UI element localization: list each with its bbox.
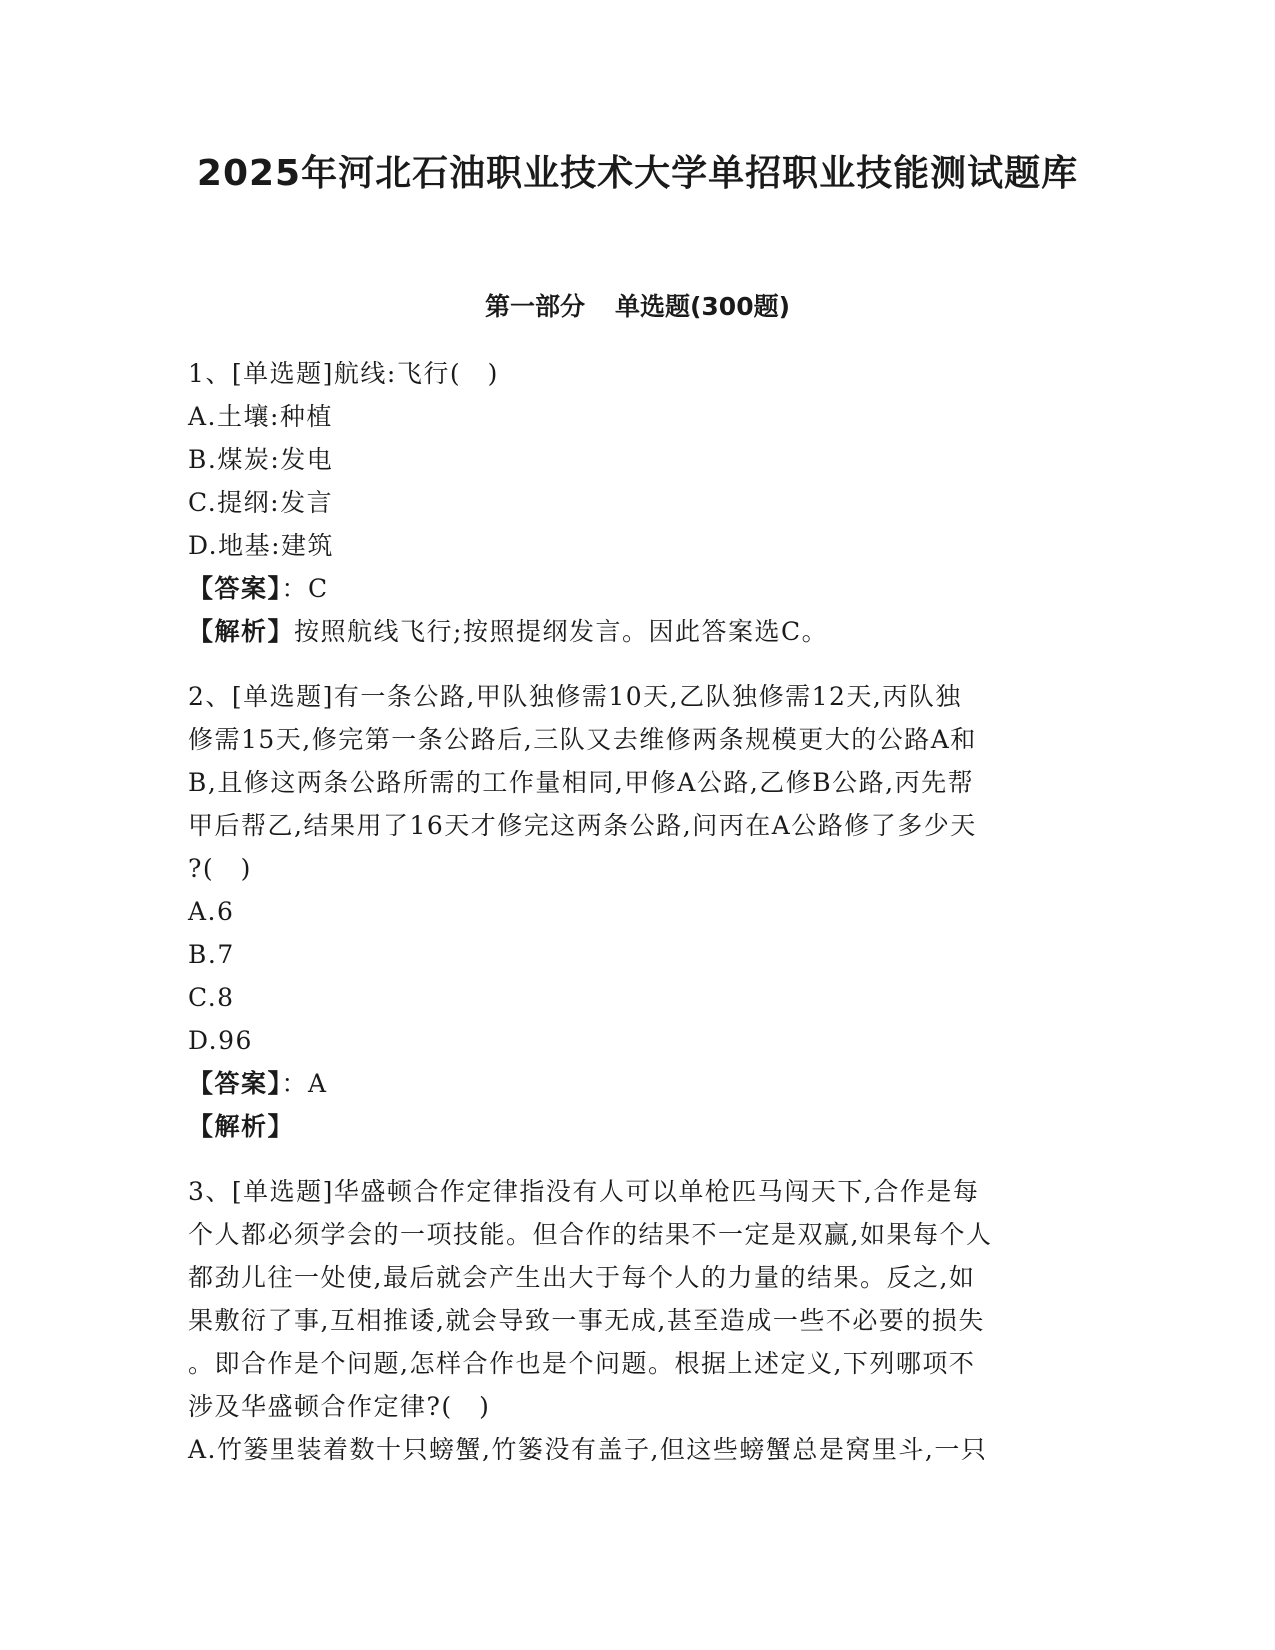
- analysis-text: 按照航线飞行;按照提纲发言。因此答案选C。: [294, 617, 829, 646]
- question-stem-line: 涉及华盛顿合作定律?( ): [188, 1392, 491, 1421]
- question-stem: 1、[单选题]航线:飞行( ): [188, 359, 499, 388]
- question-2: [188, 675, 1078, 1148]
- option-a: A.竹篓里装着数十只螃蟹,竹篓没有盖子,但这些螃蟹总是窝里斗,一只: [188, 1435, 988, 1464]
- section-heading: [0, 290, 1275, 324]
- document-title: 2025年河北石油职业技术大学单招职业技能测试题库: [196, 153, 1079, 194]
- analysis-label: 【解析】: [188, 1112, 295, 1141]
- option-b: B.煤炭:发电: [188, 445, 334, 474]
- section-title: 第一部分: [484, 292, 585, 321]
- option-a: A.土壤:种植: [188, 402, 333, 431]
- question-stem-line: 个人都必须学会的一项技能。但合作的结果不一定是双赢,如果每个人: [188, 1220, 993, 1249]
- question-list: [188, 352, 1078, 1493]
- question-stem-line: ?( ): [188, 854, 252, 883]
- option-c: C.提纲:发言: [188, 488, 334, 517]
- question-stem-line: B,且修这两条公路所需的工作量相同,甲修A公路,乙修B公路,丙先帮: [188, 768, 975, 797]
- option-c: C.8: [188, 983, 235, 1012]
- question-stem-line: 甲后帮乙,结果用了16天才修完这两条公路,问丙在A公路修了多少天: [188, 811, 977, 840]
- question-stem-line: 果敷衍了事,互相推诿,就会导致一事无成,甚至造成一些不必要的损失: [188, 1306, 985, 1335]
- option-b: B.7: [188, 940, 235, 969]
- question-3: [188, 1170, 1078, 1471]
- question-stem-line: 都劲儿往一处使,最后就会产生出大于每个人的力量的结果。反之,如: [188, 1263, 976, 1292]
- question-stem-line: 。即合作是个问题,怎样合作也是个问题。根据上述定义,下列哪项不: [188, 1349, 976, 1378]
- answer-label: 【答案】: [188, 574, 282, 603]
- question-stem-line: 修需15天,修完第一条公路后,三队又去维修两条规模更大的公路A和: [188, 725, 977, 754]
- answer-value: ：A: [281, 1069, 328, 1098]
- analysis-line: [188, 610, 1078, 653]
- answer-line: [188, 567, 1078, 610]
- answer-label: 【答案】: [188, 1069, 282, 1098]
- question-stem-line: 3、[单选题]华盛顿合作定律指没有人可以单枪匹马闯天下,合作是每: [188, 1177, 980, 1206]
- analysis-label: 【解析】: [188, 617, 295, 646]
- section-subtitle: 单选题(300题): [614, 292, 791, 321]
- answer-line: [188, 1062, 1078, 1105]
- answer-value: ：C: [281, 574, 329, 603]
- question-stem-line: 2、[单选题]有一条公路,甲队独修需10天,乙队独修需12天,丙队独: [188, 682, 962, 711]
- option-a: A.6: [188, 897, 235, 926]
- analysis-line: [188, 1105, 1078, 1148]
- question-1: [188, 352, 1078, 653]
- option-d: D.96: [188, 1026, 253, 1055]
- option-d: D.地基:建筑: [188, 531, 335, 560]
